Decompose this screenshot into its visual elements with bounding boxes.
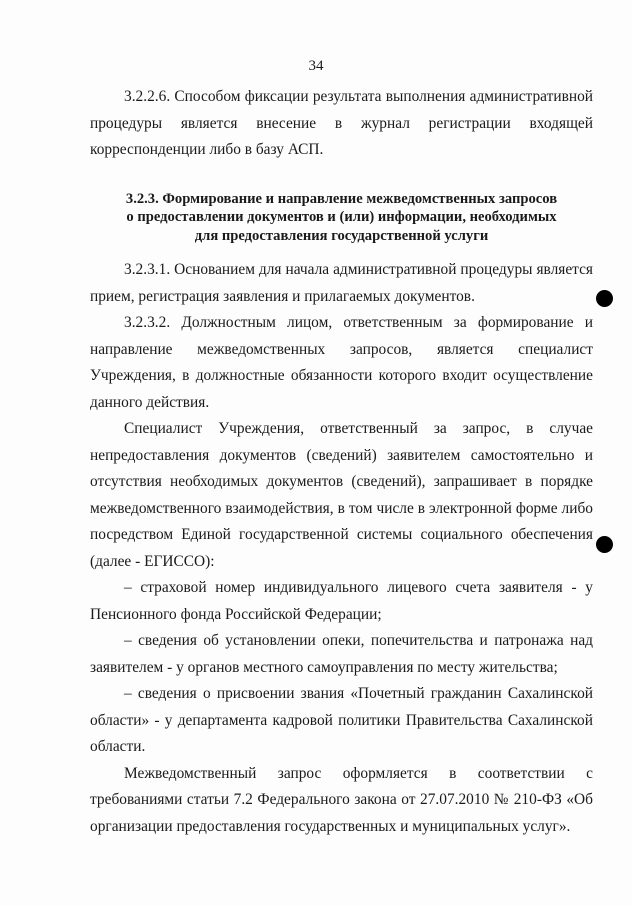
heading-line-3: для предоставления государственной услуги: [194, 227, 489, 244]
paragraph-specialist: Специалист Учреждения, ответственный за запрос, в случае непредоставления документов (сведений) заявителем самостоятельно и отсутствия необходимых документов (сведений), запрашивает в порядке межведомственного взаимодействия, в том числе в электронной форме либо посредством Единой государственной системы социального обеспечения (далее - ЕГИССО):: [90, 420, 593, 570]
heading-line-1: 3.2.3. Формирование и направление межведомственных запросов: [125, 190, 558, 207]
list-item-pension-fund: – страховой номер индивидуального лицевого счета заявителя - у Пенсионного фонда Российской Федерации;: [90, 579, 593, 623]
section-heading-3-2-3: [90, 190, 593, 246]
list-item-guardianship: – сведения об установлении опеки, попечительства и патронажа над заявителем - у органов местного самоуправления по месту жительства;: [90, 632, 593, 676]
paragraph-3-2-2-6: 3.2.2.6. Способом фиксации результата выполнения административной процедуры является внесение в журнал регистрации входящей корреспонденции либо в базу АСП.: [90, 88, 593, 158]
punch-hole-mark: [596, 290, 613, 307]
heading-line-2: о предоставлении документов и (или) информации, необходимых: [126, 209, 557, 225]
paragraph-3-2-3-2: 3.2.3.2. Должностным лицом, ответственным за формирование и направление межведомственных запросов, является специалист Учреждения, в должностные обязанности которого входит осуществление данного действия.: [90, 314, 593, 411]
page-number: 34: [308, 58, 324, 74]
punch-hole-mark: [596, 536, 613, 553]
list-item-honorary-citizen: – сведения о присвоении звания «Почетный гражданин Сахалинской области» - у департамента кадровой политики Правительства Сахалинской области.: [90, 685, 593, 755]
paragraph-interagency-request: Межведомственный запрос оформляется в соответствии с требованиями статьи 7.2 Федерального закона от 27.07.2010 № 210-ФЗ «Об организации предоставления государственных и муниципальных услуг».: [90, 764, 593, 835]
paragraph-3-2-3-1: 3.2.3.1. Основанием для начала административной процедуры является прием, регистрация заявления и прилагаемых документов.: [90, 261, 593, 305]
document-body: [90, 84, 593, 840]
